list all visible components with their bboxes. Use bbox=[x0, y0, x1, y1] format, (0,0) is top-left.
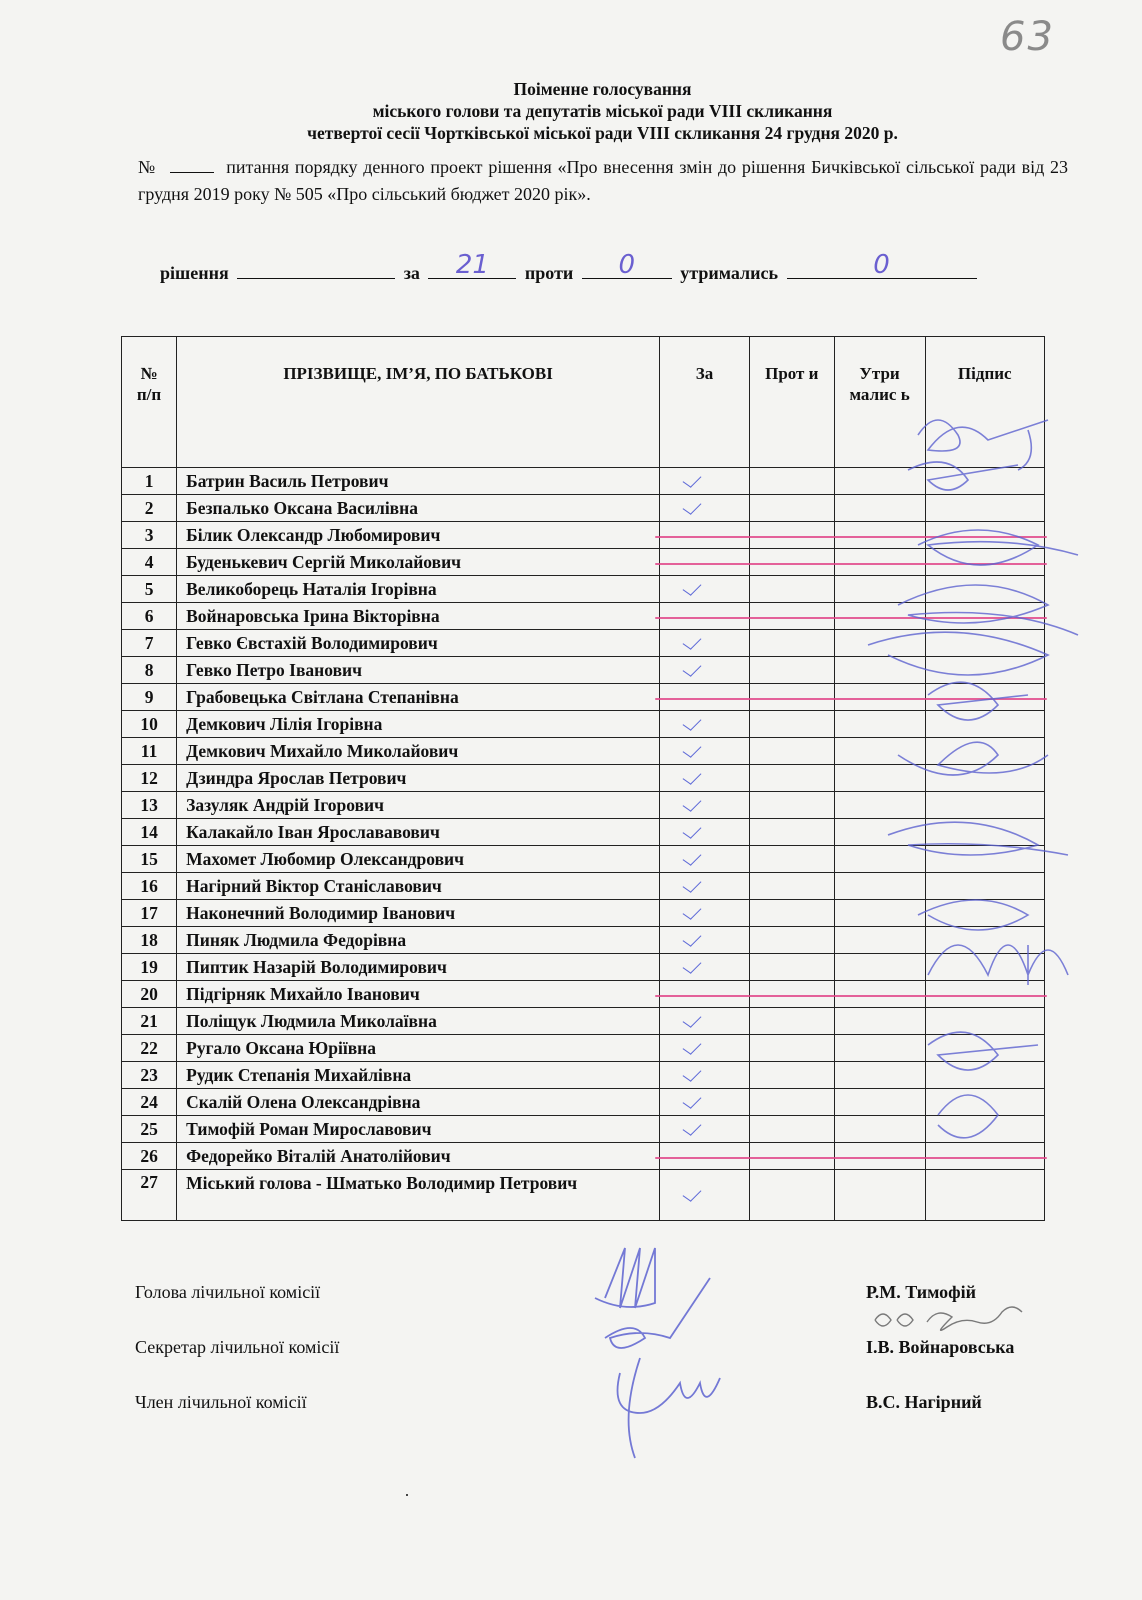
row-number: 17 bbox=[122, 900, 177, 927]
row-number: 23 bbox=[122, 1062, 177, 1089]
row-against bbox=[749, 1089, 834, 1116]
row-for bbox=[660, 846, 750, 873]
row-number: 2 bbox=[122, 495, 177, 522]
row-against bbox=[749, 468, 834, 495]
row-number: 25 bbox=[122, 1116, 177, 1143]
decision-label: рішення bbox=[160, 263, 229, 283]
row-name: Тимофій Роман Мирославович bbox=[177, 1116, 660, 1143]
row-against bbox=[749, 954, 834, 981]
against-count: 0 bbox=[618, 250, 636, 280]
row-for bbox=[660, 873, 750, 900]
row-name: Пиптик Назарій Володимирович bbox=[177, 954, 660, 981]
row-name: Білик Олександр Любомирович bbox=[177, 522, 660, 549]
row-against bbox=[749, 792, 834, 819]
row-name: Демкович Лілія Ігорівна bbox=[177, 711, 660, 738]
row-against bbox=[749, 657, 834, 684]
row-number: 3 bbox=[122, 522, 177, 549]
row-for bbox=[660, 495, 750, 522]
header-abstained: Утри малис ь bbox=[834, 337, 925, 468]
row-for bbox=[660, 468, 750, 495]
for-count: 21 bbox=[455, 250, 489, 280]
checkmark-icon bbox=[683, 498, 702, 515]
row-for bbox=[660, 657, 750, 684]
row-number: 10 bbox=[122, 711, 177, 738]
checkmark-icon bbox=[683, 1011, 702, 1028]
checkmark-icon bbox=[683, 1065, 702, 1082]
signature-2 bbox=[908, 462, 1018, 490]
header-for: За bbox=[660, 337, 750, 468]
agenda-question bbox=[138, 154, 1068, 208]
row-number: 21 bbox=[122, 1008, 177, 1035]
row-number: 24 bbox=[122, 1089, 177, 1116]
row-against bbox=[749, 846, 834, 873]
abstained-label: утримались bbox=[680, 263, 778, 283]
header-title: Поіменне голосування bbox=[513, 79, 692, 99]
row-against bbox=[749, 765, 834, 792]
chair-signature bbox=[595, 1248, 655, 1308]
row-against bbox=[749, 630, 834, 657]
row-against bbox=[749, 711, 834, 738]
secretary-scribble bbox=[875, 1307, 1022, 1330]
row-against bbox=[749, 873, 834, 900]
header-session: четвертої сесії Чортківської міської ради VIII скликання 24 грудня 2020 р. bbox=[307, 123, 898, 143]
row-number: 22 bbox=[122, 1035, 177, 1062]
decision-summary bbox=[160, 250, 1070, 284]
checkmark-icon bbox=[683, 849, 702, 866]
chair-name: Р.М. Тимофій bbox=[866, 1282, 977, 1302]
row-number: 5 bbox=[122, 576, 177, 603]
secretary-label: Секретар лічильної комісії bbox=[135, 1337, 340, 1357]
signature-10 bbox=[928, 682, 1028, 720]
row-for bbox=[660, 792, 750, 819]
row-name: Зазуляк Андрій Ігорович bbox=[177, 792, 660, 819]
checkmark-icon bbox=[683, 1038, 702, 1055]
checkmark-icon bbox=[683, 1185, 702, 1202]
row-number: 1 bbox=[122, 468, 177, 495]
row-for bbox=[660, 1089, 750, 1116]
for-label: за bbox=[403, 263, 420, 283]
row-number: 12 bbox=[122, 765, 177, 792]
row-name: Гевко Євстахій Володимирович bbox=[177, 630, 660, 657]
row-number: 15 bbox=[122, 846, 177, 873]
row-against bbox=[749, 1008, 834, 1035]
checkmark-icon bbox=[683, 930, 702, 947]
commission-signatures bbox=[565, 1228, 765, 1478]
chair-label: Голова лічильної комісії bbox=[135, 1282, 321, 1302]
checkmark-icon bbox=[683, 957, 702, 974]
row-against bbox=[749, 1116, 834, 1143]
header-subtitle: міського голови та депутатів міської ради VIII скликання bbox=[372, 101, 833, 121]
abstained-blank bbox=[787, 250, 977, 280]
row-name: Рудик Степанія Михайлівна bbox=[177, 1062, 660, 1089]
checkmark-icon bbox=[683, 1119, 702, 1136]
row-name: Дзиндра Ярослав Петрович bbox=[177, 765, 660, 792]
member-label: Член лічильної комісії bbox=[135, 1392, 307, 1412]
checkmark-icon bbox=[683, 795, 702, 812]
member-signature bbox=[618, 1358, 721, 1458]
against-label: проти bbox=[524, 263, 574, 283]
row-name: Войнаровська Ірина Вікторівна bbox=[177, 603, 660, 630]
header-against: Прот и bbox=[749, 337, 834, 468]
row-number: 26 bbox=[122, 1143, 177, 1170]
row-number: 8 bbox=[122, 657, 177, 684]
row-number: 11 bbox=[122, 738, 177, 765]
row-against bbox=[749, 495, 834, 522]
row-name: Безпалько Оксана Василівна bbox=[177, 495, 660, 522]
signature-27 bbox=[938, 1095, 998, 1138]
header-signature: Підпис bbox=[925, 337, 1045, 468]
row-name: Федорейко Віталій Анатолійович bbox=[177, 1143, 660, 1170]
signature-7 bbox=[898, 585, 1078, 635]
row-against bbox=[749, 900, 834, 927]
row-for bbox=[660, 1170, 750, 1221]
checkmark-icon bbox=[683, 741, 702, 758]
row-name: Нагірний Віктор Станіславович bbox=[177, 873, 660, 900]
signature-15 bbox=[888, 822, 1068, 855]
row-number: 7 bbox=[122, 630, 177, 657]
row-for bbox=[660, 1062, 750, 1089]
signature-5 bbox=[918, 530, 1078, 565]
row-for bbox=[660, 630, 750, 657]
row-for bbox=[660, 819, 750, 846]
row-for bbox=[660, 765, 750, 792]
row-number: 16 bbox=[122, 873, 177, 900]
checkmark-icon bbox=[683, 1092, 702, 1109]
row-name: Поліщук Людмила Миколаївна bbox=[177, 1008, 660, 1035]
row-for bbox=[660, 738, 750, 765]
header-num: № п/п bbox=[122, 337, 177, 468]
row-against bbox=[749, 576, 834, 603]
row-against bbox=[749, 1170, 834, 1221]
checkmark-icon bbox=[683, 714, 702, 731]
row-name: Батрин Василь Петрович bbox=[177, 468, 660, 495]
row-number: 13 bbox=[122, 792, 177, 819]
secretary-name: І.В. Войнаровська bbox=[866, 1337, 1015, 1357]
signature-12 bbox=[898, 742, 1048, 775]
signature-scribbles bbox=[838, 395, 1138, 1215]
scan-dot bbox=[406, 1494, 408, 1496]
signature-8 bbox=[868, 632, 1048, 675]
row-number: 19 bbox=[122, 954, 177, 981]
page-number: 63 bbox=[1000, 14, 1055, 60]
document-header bbox=[135, 78, 1070, 144]
row-name: Великоборець Наталія Ігорівна bbox=[177, 576, 660, 603]
abstained-count: 0 bbox=[873, 250, 890, 280]
row-name: Калакайло Іван Ярослававович bbox=[177, 819, 660, 846]
row-number: 14 bbox=[122, 819, 177, 846]
row-against bbox=[749, 819, 834, 846]
row-for bbox=[660, 1035, 750, 1062]
row-for bbox=[660, 900, 750, 927]
row-for bbox=[660, 1116, 750, 1143]
row-for bbox=[660, 711, 750, 738]
row-name: Ругало Оксана Юріївна bbox=[177, 1035, 660, 1062]
row-name: Грабовецька Світлана Степанівна bbox=[177, 684, 660, 711]
row-number: 4 bbox=[122, 549, 177, 576]
question-number-prefix: № bbox=[138, 157, 157, 177]
row-number: 9 bbox=[122, 684, 177, 711]
signature-18 bbox=[918, 900, 1028, 930]
row-for bbox=[660, 927, 750, 954]
row-name: Гевко Петро Іванович bbox=[177, 657, 660, 684]
checkmark-icon bbox=[683, 633, 702, 650]
against-blank bbox=[582, 250, 672, 280]
row-against bbox=[749, 738, 834, 765]
checkmark-icon bbox=[683, 876, 702, 893]
row-name: Скалій Олена Олександрівна bbox=[177, 1089, 660, 1116]
row-number: 6 bbox=[122, 603, 177, 630]
decision-blank bbox=[237, 260, 395, 279]
checkmark-icon bbox=[683, 660, 702, 677]
question-text: питання порядку денного проект рішення «Про внесення змін до рішення Бичківської сільської ради від 23 грудня 2019 року № 505 «Про сільський бюджет 2020 рік». bbox=[138, 157, 1068, 204]
question-number-blank bbox=[170, 158, 214, 173]
row-against bbox=[749, 1062, 834, 1089]
secretary-name-handwriting bbox=[870, 1300, 1070, 1340]
row-against bbox=[749, 1035, 834, 1062]
row-for bbox=[660, 954, 750, 981]
row-number: 18 bbox=[122, 927, 177, 954]
signature-21 bbox=[928, 945, 1068, 985]
row-name: Пиняк Людмила Федорівна bbox=[177, 927, 660, 954]
row-for bbox=[660, 576, 750, 603]
row-name: Наконечний Володимир Іванович bbox=[177, 900, 660, 927]
checkmark-icon bbox=[683, 579, 702, 596]
member-name: В.С. Нагірний bbox=[866, 1392, 982, 1412]
checkmark-icon bbox=[683, 471, 702, 488]
row-number: 20 bbox=[122, 981, 177, 1008]
row-number: 27 bbox=[122, 1170, 177, 1221]
checkmark-icon bbox=[683, 822, 702, 839]
row-name: Буденькевич Сергій Миколайович bbox=[177, 549, 660, 576]
row-name: Підгірняк Михайло Іванович bbox=[177, 981, 660, 1008]
row-for bbox=[660, 1008, 750, 1035]
header-name: ПРІЗВИЩЕ, ІМ’Я, ПО БАТЬКОВІ bbox=[177, 337, 660, 468]
signature-24 bbox=[928, 1032, 1038, 1070]
row-name: Махомет Любомир Олександрович bbox=[177, 846, 660, 873]
row-name: Демкович Михайло Миколайович bbox=[177, 738, 660, 765]
for-blank bbox=[428, 250, 516, 280]
checkmark-icon bbox=[683, 768, 702, 785]
row-name: Міський голова - Шматько Володимир Петрович bbox=[177, 1170, 660, 1221]
checkmark-icon bbox=[683, 903, 702, 920]
row-against bbox=[749, 927, 834, 954]
